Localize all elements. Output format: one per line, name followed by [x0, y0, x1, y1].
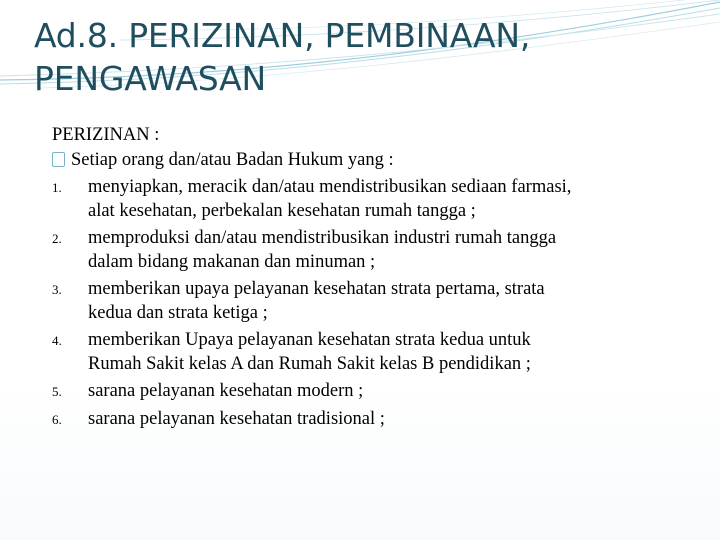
list-item	[52, 406, 692, 432]
list-item	[52, 276, 692, 325]
list-item-text	[88, 406, 692, 431]
list-item-text	[88, 174, 692, 223]
list-item	[52, 174, 692, 223]
list-item-number: 4.	[52, 333, 62, 348]
list-item-text	[88, 276, 692, 325]
list-item	[52, 225, 692, 274]
list-item-line: memproduksi dan/atau mendistribusikan industri rumah tangga	[88, 228, 557, 248]
list-item-line: kedua dan strata ketiga ;	[88, 303, 268, 323]
list-item-line: sarana pelayanan kesehatan modern ;	[88, 381, 364, 401]
list-item-number: 3.	[52, 282, 62, 297]
list-item-line: alat kesehatan, perbekalan kesehatan rumah tangga ;	[88, 201, 476, 221]
section-heading: PERIZINAN :	[52, 125, 160, 145]
slide-title	[34, 14, 594, 100]
title-line-2: PENGAWASAN	[34, 59, 266, 98]
list-item-line: Rumah Sakit kelas A dan Rumah Sakit kelas B pendidikan ;	[88, 354, 531, 374]
list-item-number: 1.	[52, 180, 62, 195]
numbered-list	[52, 174, 692, 432]
list-item-number: 5.	[52, 384, 62, 399]
list-item-line: memberikan Upaya pelayanan kesehatan strata kedua untuk	[88, 330, 531, 350]
list-item-line: dalam bidang makanan dan minuman ;	[88, 252, 376, 272]
list-item-line: menyiapkan, meracik dan/atau mendistribusikan sediaan farmasi,	[88, 177, 572, 197]
title-line-1: Ad.8. PERIZINAN, PEMBINAAN,	[34, 16, 531, 55]
slide-content	[52, 122, 692, 434]
list-item-text	[88, 378, 692, 403]
bullet-line	[52, 148, 692, 174]
list-item-text	[88, 225, 692, 274]
list-item-line: sarana pelayanan kesehatan tradisional ;	[88, 409, 385, 429]
list-item-text	[88, 327, 692, 376]
list-item	[52, 327, 692, 376]
list-item-number: 6.	[52, 412, 62, 427]
list-item-line: memberikan upaya pelayanan kesehatan strata pertama, strata	[88, 279, 545, 299]
list-item-number: 2.	[52, 231, 62, 246]
bullet-text: Setiap orang dan/atau Badan Hukum yang :	[71, 150, 394, 170]
checkbox-square-icon	[52, 152, 65, 167]
list-item	[52, 378, 692, 404]
